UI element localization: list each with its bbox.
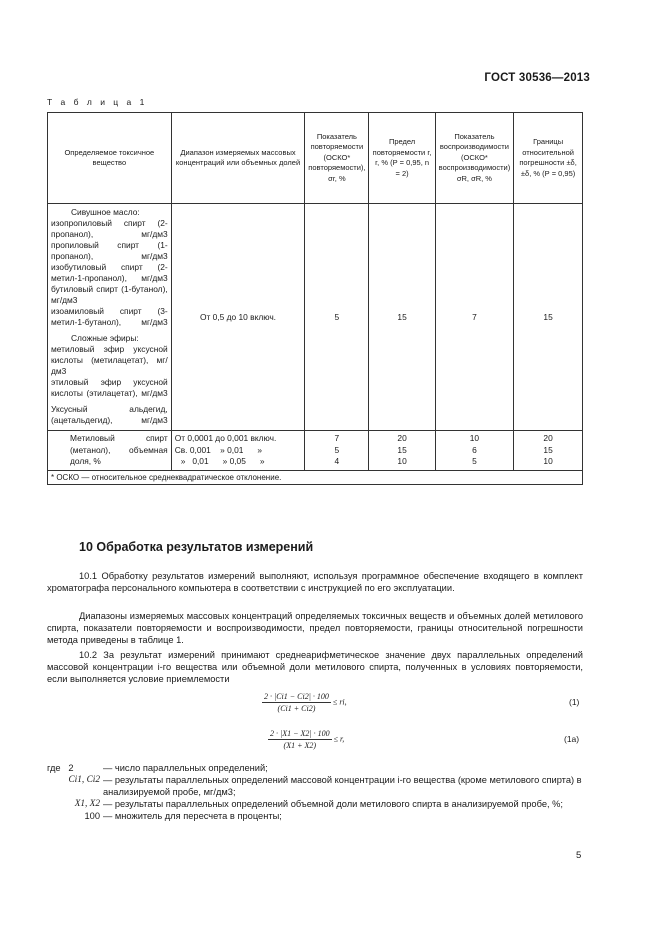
value: 10 [469, 433, 480, 443]
methanol-sigma-R-cell [435, 431, 514, 471]
methanol-range-cell [171, 431, 305, 471]
definition-row [47, 762, 583, 774]
value: 15 [543, 444, 553, 455]
substance-list-cell [48, 204, 172, 431]
range-line: Св. 0,001 » 0,01 » [174, 444, 263, 455]
paragraph-ranges: Диапазоны измеряемых массовых концентраций определяемых токсичных веществ и объемных долей метилового спирта, показатели повторяемости и воспроизводимости, предел повторяемости, границы относительной погрешности метода приведены в таблице 1. [47, 611, 583, 645]
formula-1-rhs: ≤ ri, [332, 697, 347, 707]
definition-text: — число параллельных определений; [103, 763, 268, 773]
methanol-sigma-r-cell [305, 431, 369, 471]
definition-row [47, 798, 583, 810]
range-line: От 0,0001 до 0,001 включ. [174, 433, 277, 443]
value: 5 [472, 456, 477, 466]
footnote-row [48, 470, 583, 484]
header-range: Диапазон измеряемых массовых концентраций или объемных долей [171, 113, 305, 204]
definition-row [47, 810, 583, 822]
definition-row [47, 774, 583, 798]
formula-1-fraction [262, 692, 331, 713]
header-rep-limit: Предел повторяемости r, r, % (Р = 0,95, n = 2) [369, 113, 435, 204]
where-intro: где [47, 763, 61, 773]
formula-1 [262, 692, 347, 713]
formula-1a-rhs: ≤ r, [333, 734, 345, 744]
header-reproducibility: Показатель воспроизводимости (ОСКО* воспроизводимости) σR, σR, % [435, 113, 514, 204]
page-number: 5 [576, 850, 582, 861]
standard-header: ГОСТ 30536—2013 [484, 72, 590, 84]
definition-text: — множитель для пересчета в проценты; [103, 811, 282, 821]
value: 7 [334, 433, 340, 443]
ester-item: этиловый эфир уксусной кислоты (этилацетат), мг/дм3 [51, 377, 168, 398]
definition-symbol: Ci1, Ci2 [68, 775, 100, 785]
definition-text: — результаты параллельных определений объемной доли метилового спирта в анализируемой пробе, %; [103, 799, 564, 809]
table-row [48, 204, 583, 431]
methanol-delta-cell [514, 431, 583, 471]
formula-1-denominator: (Ci1 + Ci2) [277, 704, 316, 713]
formula-1a-number: (1a) [564, 734, 580, 744]
value: 5 [334, 444, 340, 455]
table-header-row [48, 113, 583, 204]
table-label: Т а б л и ц а 1 [47, 97, 148, 107]
range-cell: От 0,5 до 10 включ. [171, 204, 305, 431]
formula-1a-numerator: 2 · |X1 − X2| · 100 [270, 729, 330, 738]
value: 6 [472, 444, 477, 455]
fusel-item: бутиловый спирт (1-бутанол), мг/дм3 [51, 284, 168, 305]
value: 15 [397, 444, 407, 455]
definition-text: — результаты параллельных определений массовой концентрации i-го вещества (кроме метилового спирта) в анализируемой пробе, мг/дм3; [103, 775, 582, 797]
header-error-bounds: Границы относительной погрешности ±δ, ±δ, % (Р = 0,95) [514, 113, 583, 204]
methanol-substance-cell: Метиловый спирт (метанол), объемная доля, % [48, 431, 172, 471]
header-substance: Определяемое токсичное вещество [48, 113, 172, 204]
definition-symbol [47, 762, 100, 774]
value: 4 [334, 456, 340, 466]
esters-title: Сложные эфиры: [71, 333, 139, 343]
fusel-item: пропиловый спирт (1-пропанол), мг/дм3 [51, 240, 168, 261]
definition-symbol-text: 2 [68, 763, 74, 773]
formula-1-number: (1) [569, 697, 580, 707]
methanol-r-cell [369, 431, 435, 471]
value: 10 [397, 456, 407, 466]
delta-cell: 15 [514, 204, 583, 431]
section-title: 10 Обработка результатов измерений [79, 540, 314, 554]
table-row [48, 431, 583, 471]
formula-1a-fraction [268, 729, 332, 750]
sigma-r-cell: 5 [305, 204, 369, 431]
table-footnote: * ОСКО — относительное среднеквадратическое отклонение. [48, 470, 583, 484]
definition-symbol: 100 [84, 811, 100, 821]
variable-definitions [47, 762, 583, 822]
sigma-R-cell: 7 [435, 204, 514, 431]
ester-item: метиловый эфир уксусной кислоты (метилацетат), мг/дм3 [51, 344, 168, 376]
value: 10 [543, 456, 553, 466]
header-repeatability: Показатель повторяемости (ОСКО* повторяемости), σr, % [305, 113, 369, 204]
paragraph-10-1: 10.1 Обработку результатов измерений выполняют, используя программное обеспечение входящего в комплект хроматографа персонального компьютера в соответствии с инструкцией по его эксплуатации. [47, 571, 583, 593]
fusel-item: изопропиловый спирт (2-пропанол), мг/дм3 [51, 218, 168, 239]
definition-symbol: X1, X2 [74, 799, 100, 809]
paragraph-10-2: 10.2 За результат измерений принимают среднеарифметическое значение двух параллельных определений массовой концентрации i-го вещества или объемной доли метилового спирта, полученных в условиях повторяемости, если выполняется условие приемлемости [47, 650, 583, 684]
data-table [47, 112, 583, 485]
fusel-title: Сивушное масло: [71, 207, 140, 217]
range-line: » 0,01 » 0,05 » [180, 456, 265, 466]
formula-1-numerator: 2 · |Ci1 − Ci2| · 100 [264, 692, 329, 701]
formula-1a-denominator: (X1 + X2) [283, 741, 317, 750]
value: 20 [397, 433, 407, 443]
aldehyde-item: Уксусный альдегид, (ацетальдегид), мг/дм3 [51, 404, 168, 425]
fusel-item: изоамиловый спирт (3-метил-1-бутанол), мг/дм3 [51, 306, 168, 327]
value: 20 [543, 433, 553, 443]
r-cell: 15 [369, 204, 435, 431]
formula-1a [268, 729, 344, 750]
fusel-item: изобутиловый спирт (2-метил-1-пропанол), мг/дм3 [51, 262, 168, 283]
